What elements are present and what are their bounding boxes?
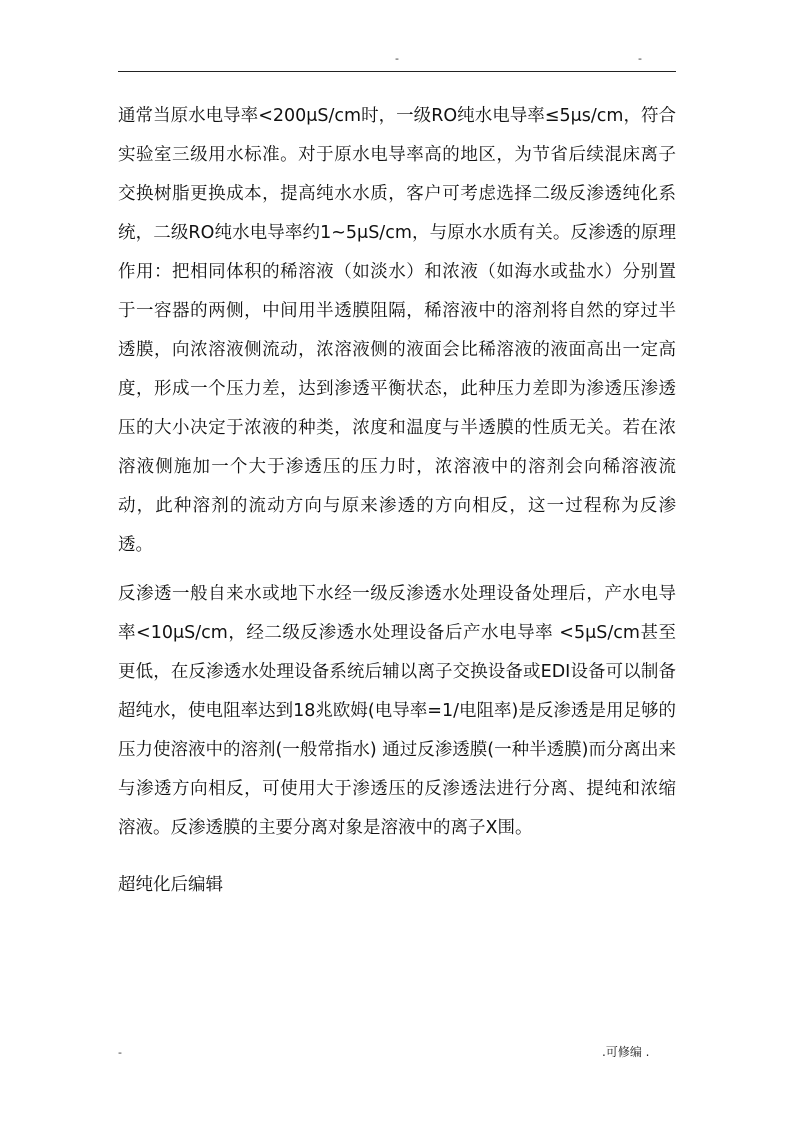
paragraph-ultrapure-heading: 超纯化后编辑: [118, 875, 223, 895]
footer-note: .可修编 .: [602, 1045, 650, 1059]
footer-mark: -: [118, 1046, 122, 1059]
paragraph-ro-conductivity-and-principle: 通常当原水电导率<200μS/cm时，一级RO纯水电导率≤5μs/cm，符合实验室三级用水标准。对于原水电导率高的地区，为节省后续混床离子交换树脂更换成本，提高纯水水质，客户可考虑选择二级反渗透纯化系统，二级RO纯水电导率约1~5μS/cm，与原水水质有关。反渗透的原理作用：把相同体积的稀溶液（如淡水）和浓液（如海水或盐水）分别置于一容器的两侧，中间用半透膜阻隔，稀溶液中的溶剂将自然的穿过半透膜，向浓溶液侧流动，浓溶液侧的液面会比稀溶液的液面高出一定高度，形成一个压力差，达到渗透平衡状态，此种压力差即为渗透压渗透压的大小决定于浓液的种类，浓度和温度与半透膜的性质无关。若在浓溶液侧施加一个大于渗透压的压力时，浓溶液中的溶剂会向稀溶液流动，此种溶剂的流动方向与原来渗透的方向相反，这一过程称为反渗透。: [118, 106, 676, 555]
header-mark: -: [638, 52, 642, 65]
paragraph-ro-process: 反渗透一般自来水或地下水经一级反渗透水处理设备处理后，产水电导率<10μS/cm，经二级反渗透水处理设备后产水电导率 <5μS/cm甚至更低，在反渗透水处理设备系统后辅以离子交换设备或EDI设备可以制备超纯水，使电阻率达到18兆欧姆(电导率=1/电阻率)是反渗透是用足够的压力使溶液中的溶剂(一般常指水) 通过反渗透膜(一种半透膜)而分离出来与渗透方向相反，可使用大于渗透压的反渗透法进行分离、提纯和浓缩溶液。反渗透膜的主要分离对象是溶液中的离子X围。: [118, 584, 676, 838]
header-divider: [118, 71, 676, 72]
document-body: [118, 97, 676, 905]
header-mark: -: [395, 52, 399, 65]
